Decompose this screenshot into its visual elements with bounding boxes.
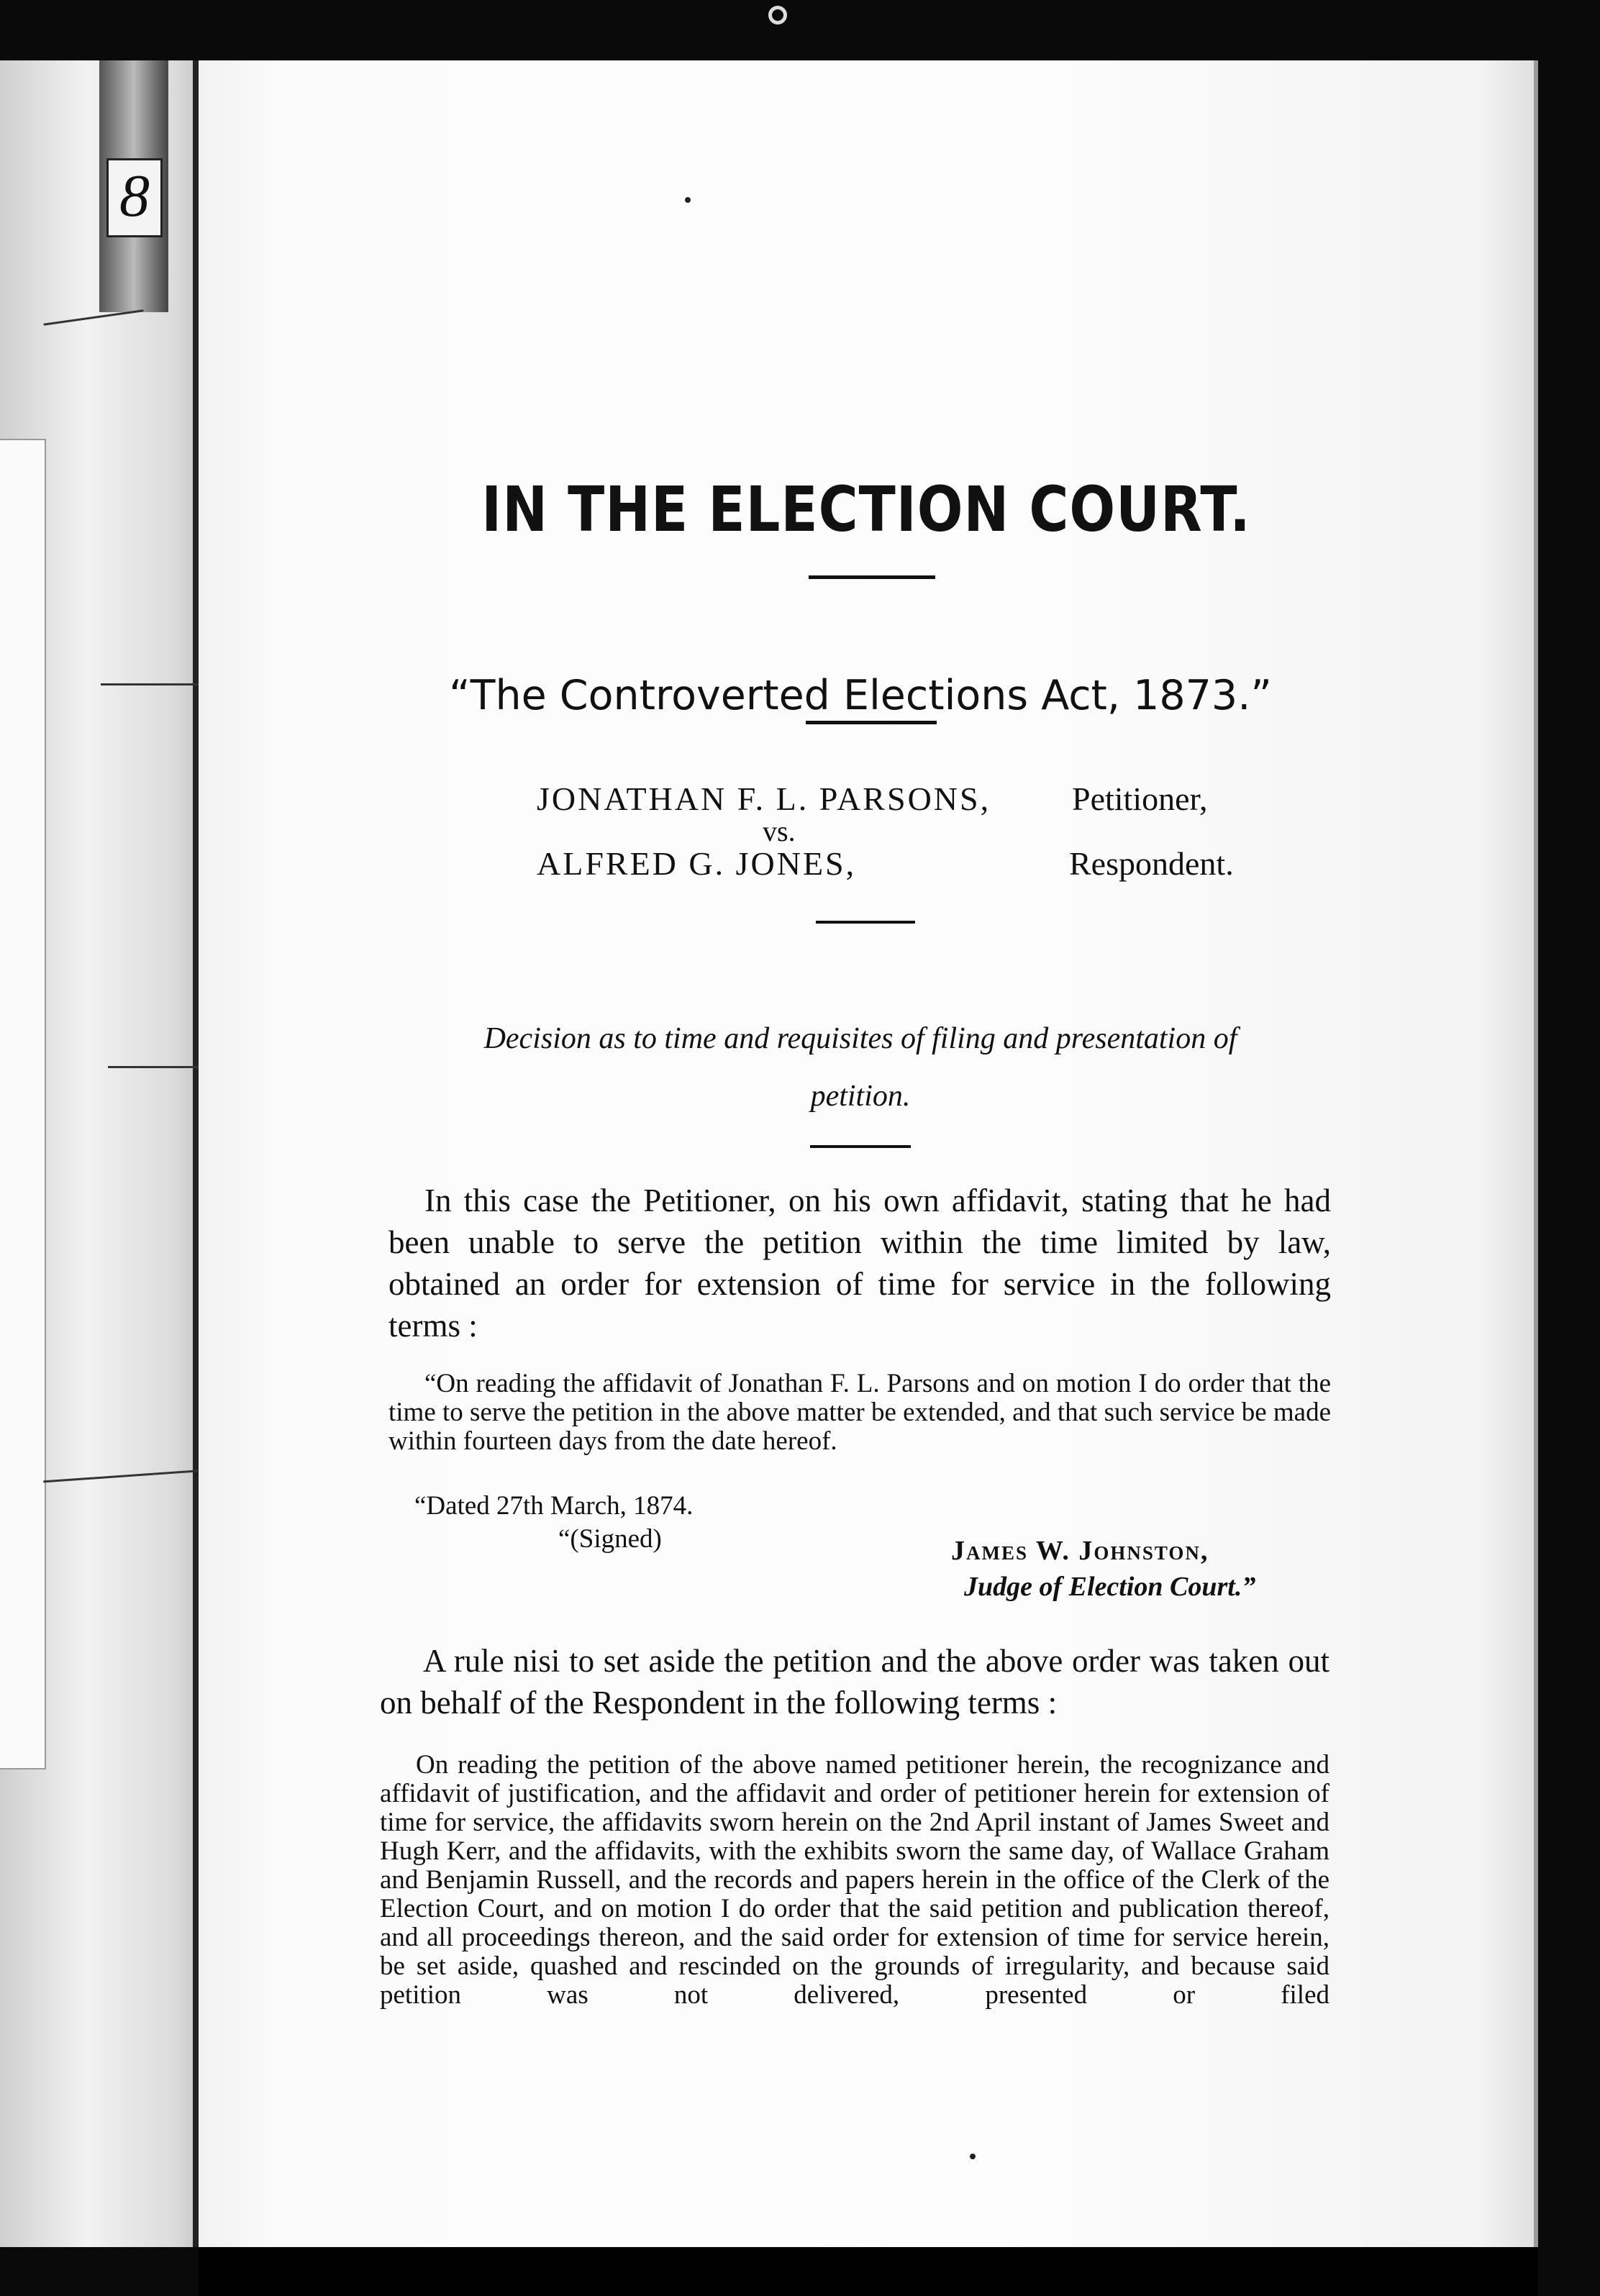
judge-name: James W. Johnston, [951, 1536, 1209, 1566]
versus-label: vs. [763, 815, 796, 847]
paragraph-2: A rule nisi to set aside the petition and the above order was taken out on behalf of the Respondent in the following terms : [380, 1643, 1329, 1721]
title-rule [809, 575, 935, 579]
decision-line-1: Decision as to time and requisites of filing and presentation of [483, 1022, 1237, 1055]
scan-border [199, 2247, 1538, 2296]
act-rule [806, 721, 937, 724]
petitioner-role: Petitioner, [1072, 780, 1208, 817]
respondent-name: ALFRED G. JONES, [537, 845, 857, 882]
petitioner-name: JONATHAN F. L. PARSONS, [537, 780, 991, 817]
adjacent-sheet-panel [0, 439, 46, 1769]
spine-label: 8 [106, 158, 163, 237]
parties-rule [816, 921, 915, 924]
judge-title: Judge of Election Court.” [964, 1572, 1256, 1602]
signed-label: “(Signed) [558, 1524, 662, 1554]
scan-mark [768, 6, 787, 24]
decision-rule [810, 1145, 911, 1148]
page-title: IN THE ELECTION COURT. [481, 473, 1251, 546]
order-quote: “On reading the affidavit of Jonathan F. L. Parsons and on motion I do order that the time to serve the petition in the above matter be extended, and that such service be made within fourteen days from the date hereof. [388, 1369, 1331, 1456]
act-title: “The Controverted Elections Act, 1873.” [449, 672, 1272, 719]
respondent-role: Respondent. [1069, 845, 1234, 882]
decision-heading [386, 1010, 1335, 1125]
print-speck [685, 197, 691, 203]
print-speck [970, 2154, 976, 2159]
rule-nisi-quote: On reading the petition of the above named petitioner herein, the recognizance and affidavit of justification, and the affidavit and order of petitioner herein for extension of time for service, the affidavits sworn herein on the 2nd April instant of James Sweet and Hugh Kerr, and the affidavits, with the exhibits sworn the same day, of Wallace Graham and Benjamin Russell, and the records and papers herein in the office of the Clerk of the Election Court, and on motion I do order that the said petition and publication thereof, and all proceedings thereon, and the said order for extension of time for service herein, be set aside, quashed and rescinded on the grounds of irregularity, and because said petition was not delivered, presented or filed [380, 1750, 1329, 2010]
order-date: “Dated 27th March, 1874. [414, 1491, 694, 1521]
paragraph-1: In this case the Petitioner, on his own affidavit, stating that he had been unable to serve the petition within the time limited by law, obtained an order for extension of time for service in the following terms : [388, 1183, 1331, 1344]
decision-line-2: petition. [810, 1080, 911, 1113]
document-page [199, 60, 1538, 2247]
